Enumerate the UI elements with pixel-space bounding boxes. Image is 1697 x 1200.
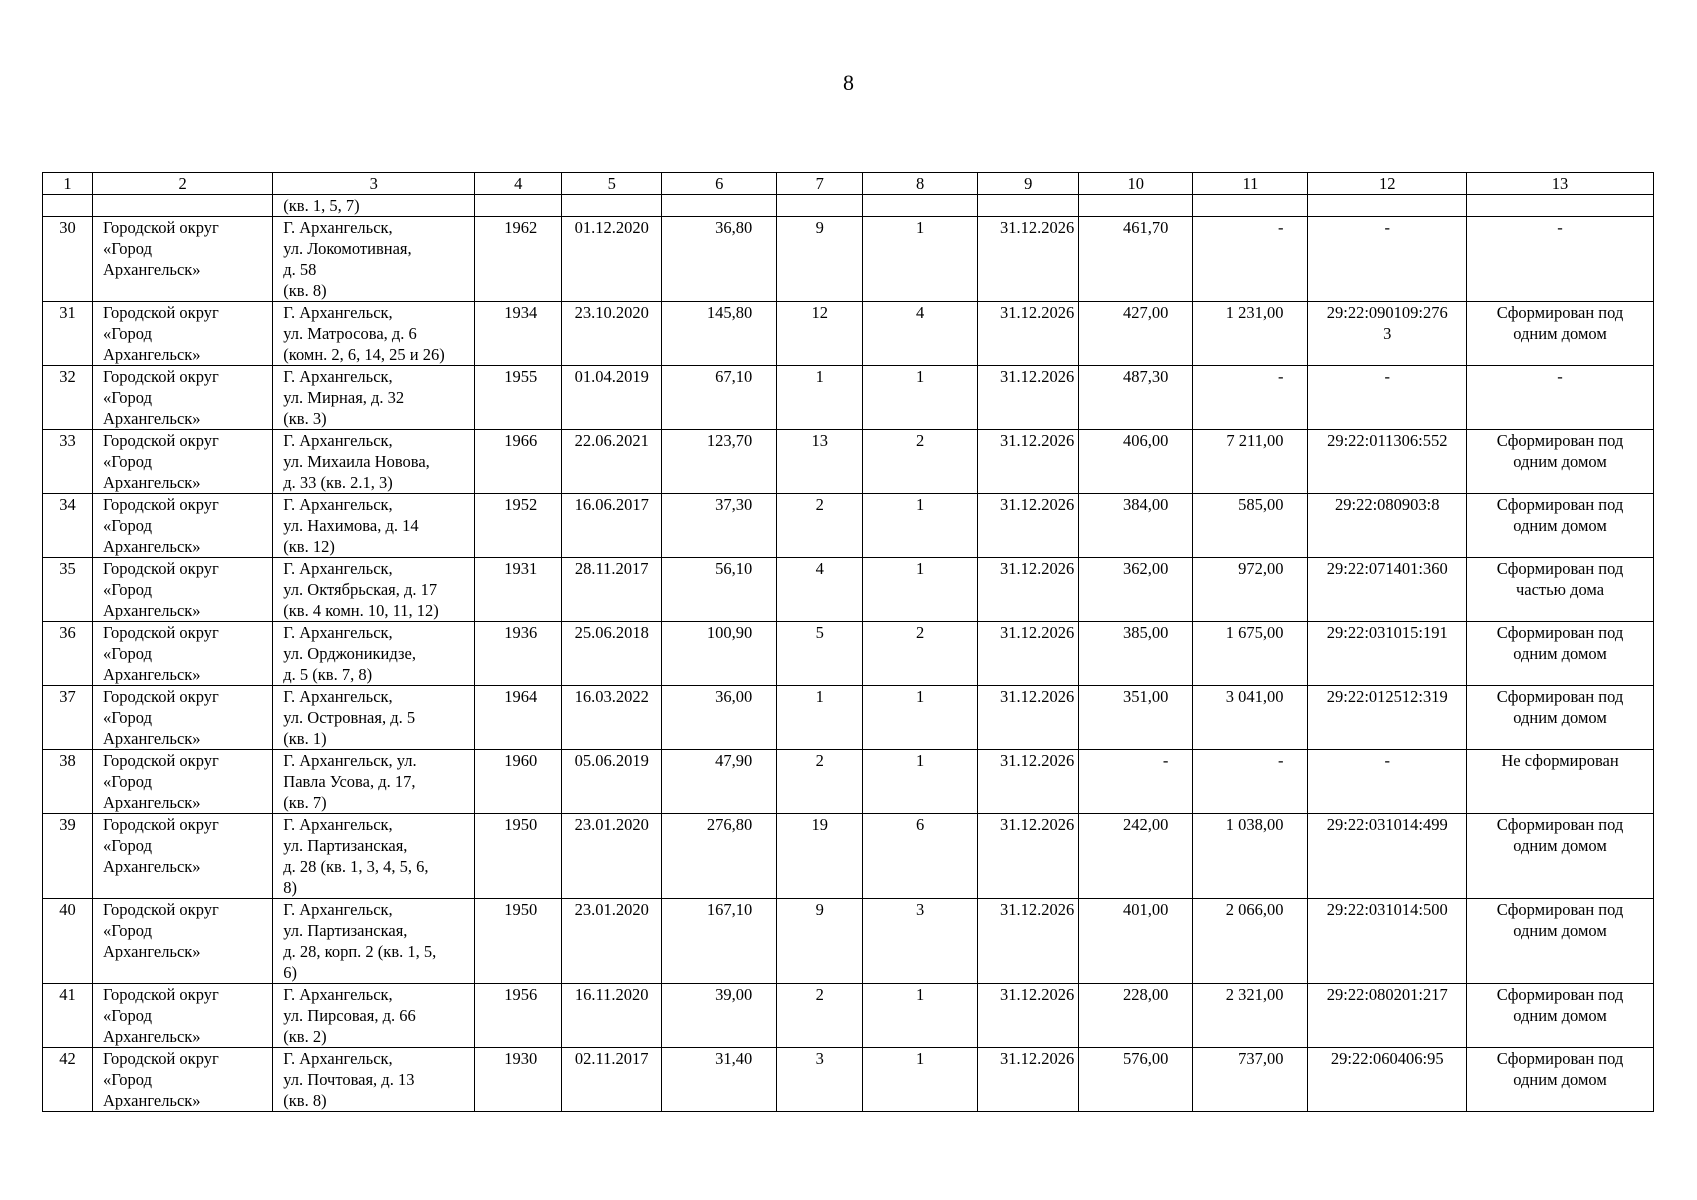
- table-cell-col-6: 145,80: [662, 302, 777, 366]
- table-cell-col-12: 29:22:031014:499: [1308, 814, 1467, 899]
- table-cell-col-1: 31: [43, 302, 93, 366]
- table-cell-col-5: 23.01.2020: [562, 899, 662, 984]
- table-cell-col-2: Городской округ «Город Архангельск»: [92, 899, 272, 984]
- table-cell-col-4: 1956: [475, 984, 562, 1048]
- table-row: [43, 686, 1654, 750]
- column-number-4: 4: [475, 173, 562, 195]
- table-cell-col-7: 2: [777, 750, 863, 814]
- column-number-7: 7: [777, 173, 863, 195]
- table-cell-col-6: 67,10: [662, 366, 777, 430]
- table-cell-col-13: Сформирован под одним домом: [1467, 814, 1654, 899]
- table-cell-col-10: 351,00: [1079, 686, 1193, 750]
- table-cell-col-9: 31.12.2026: [978, 494, 1079, 558]
- table-cell-col-11: 737,00: [1193, 1048, 1308, 1112]
- table-cell-col-1: 34: [43, 494, 93, 558]
- table-cell-col-9: 31.12.2026: [978, 686, 1079, 750]
- table-cell-col-12: -: [1308, 750, 1467, 814]
- column-number-8: 8: [863, 173, 978, 195]
- table-cell-col-5: 25.06.2018: [562, 622, 662, 686]
- table-cell-col-9: 31.12.2026: [978, 217, 1079, 302]
- table-cell-col-2: Городской округ «Город Архангельск»: [92, 750, 272, 814]
- table-cell-col-7: 2: [777, 984, 863, 1048]
- table-cell-col-13: Сформирован под одним домом: [1467, 899, 1654, 984]
- column-number-2: 2: [92, 173, 272, 195]
- table-cell-col-4: [475, 195, 562, 217]
- table-cell-col-10: 362,00: [1079, 558, 1193, 622]
- column-number-10: 10: [1079, 173, 1193, 195]
- table-cell-col-11: 7 211,00: [1193, 430, 1308, 494]
- table-cell-col-4: 1960: [475, 750, 562, 814]
- column-number-12: 12: [1308, 173, 1467, 195]
- table-cell-col-3: Г. Архангельск, ул. Матросова, д. 6 (комн. 2, 6, 14, 25 и 26): [273, 302, 475, 366]
- table-cell-col-4: 1952: [475, 494, 562, 558]
- register-table: [42, 172, 1654, 1112]
- table-cell-col-11: [1193, 195, 1308, 217]
- column-number-5: 5: [562, 173, 662, 195]
- table-cell-col-1: 35: [43, 558, 93, 622]
- table-cell-col-12: [1308, 195, 1467, 217]
- table-cell-col-12: 29:22:060406:95: [1308, 1048, 1467, 1112]
- table-cell-col-7: 1: [777, 686, 863, 750]
- table-cell-col-2: Городской округ «Город Архангельск»: [92, 430, 272, 494]
- table-cell-col-3: Г. Архангельск, ул. Локомотивная, д. 58 (кв. 8): [273, 217, 475, 302]
- table-cell-col-9: 31.12.2026: [978, 1048, 1079, 1112]
- table-cell-col-5: 23.10.2020: [562, 302, 662, 366]
- column-number-6: 6: [662, 173, 777, 195]
- table-cell-col-4: 1966: [475, 430, 562, 494]
- table-cell-col-6: 276,80: [662, 814, 777, 899]
- table-cell-col-3: (кв. 1, 5, 7): [273, 195, 475, 217]
- table-cell-col-4: 1934: [475, 302, 562, 366]
- table-cell-col-7: 1: [777, 366, 863, 430]
- column-number-1: 1: [43, 173, 93, 195]
- table-cell-col-3: Г. Архангельск, ул. Островная, д. 5 (кв. 1): [273, 686, 475, 750]
- table-cell-col-8: [863, 195, 978, 217]
- column-number-13: 13: [1467, 173, 1654, 195]
- table-cell-col-11: -: [1193, 217, 1308, 302]
- table-cell-col-3: Г. Архангельск, ул. Мирная, д. 32 (кв. 3): [273, 366, 475, 430]
- table-cell-col-6: 56,10: [662, 558, 777, 622]
- table-cell-col-13: Сформирован под одним домом: [1467, 430, 1654, 494]
- table-cell-col-12: 29:22:012512:319: [1308, 686, 1467, 750]
- table-cell-col-9: 31.12.2026: [978, 430, 1079, 494]
- table-cell-col-8: 3: [863, 899, 978, 984]
- table-cell-col-13: [1467, 195, 1654, 217]
- table-cell-col-11: -: [1193, 366, 1308, 430]
- table-cell-col-9: 31.12.2026: [978, 899, 1079, 984]
- table-cell-col-11: 3 041,00: [1193, 686, 1308, 750]
- table-cell-col-10: 576,00: [1079, 1048, 1193, 1112]
- table-cell-col-10: 228,00: [1079, 984, 1193, 1048]
- table-cell-col-8: 4: [863, 302, 978, 366]
- table-cell-col-8: 1: [863, 750, 978, 814]
- table-cell-col-8: 1: [863, 217, 978, 302]
- table-row: [43, 622, 1654, 686]
- table-cell-col-3: Г. Архангельск, ул. Михаила Новова, д. 33 (кв. 2.1, 3): [273, 430, 475, 494]
- table-cell-col-4: 1955: [475, 366, 562, 430]
- table-cell-col-1: 38: [43, 750, 93, 814]
- table-cell-col-1: 32: [43, 366, 93, 430]
- table-cell-col-6: 36,00: [662, 686, 777, 750]
- table-cell-col-2: Городской округ «Город Архангельск»: [92, 984, 272, 1048]
- table-cell-col-13: Сформирован под одним домом: [1467, 302, 1654, 366]
- table-cell-col-7: 9: [777, 217, 863, 302]
- table-cell-col-6: 39,00: [662, 984, 777, 1048]
- table-cell-col-8: 1: [863, 1048, 978, 1112]
- table-cell-col-2: Городской округ «Город Архангельск»: [92, 494, 272, 558]
- table-row: [43, 217, 1654, 302]
- table-cell-col-3: Г. Архангельск, ул. Октябрьская, д. 17 (кв. 4 комн. 10, 11, 12): [273, 558, 475, 622]
- table-cell-col-12: -: [1308, 366, 1467, 430]
- table-cell-col-9: [978, 195, 1079, 217]
- table-row: [43, 558, 1654, 622]
- table-cell-col-7: 13: [777, 430, 863, 494]
- table-cell-col-10: 242,00: [1079, 814, 1193, 899]
- table-cell-col-7: 3: [777, 1048, 863, 1112]
- table-cell-col-2: Городской округ «Город Архангельск»: [92, 558, 272, 622]
- table-cell-col-5: 01.12.2020: [562, 217, 662, 302]
- table-cell-col-8: 1: [863, 558, 978, 622]
- column-number-11: 11: [1193, 173, 1308, 195]
- table-cell-col-10: 406,00: [1079, 430, 1193, 494]
- table-cell-col-12: -: [1308, 217, 1467, 302]
- table-cell-col-1: 33: [43, 430, 93, 494]
- table-cell-col-2: Городской округ «Город Архангельск»: [92, 1048, 272, 1112]
- table-cell-col-2: Городской округ «Город Архангельск»: [92, 217, 272, 302]
- table-row: [43, 984, 1654, 1048]
- table-cell-col-11: -: [1193, 750, 1308, 814]
- table-cell-col-9: 31.12.2026: [978, 622, 1079, 686]
- table-cell-col-6: 123,70: [662, 430, 777, 494]
- table-cell-col-5: 16.06.2017: [562, 494, 662, 558]
- table-row: [43, 814, 1654, 899]
- table-cell-col-3: Г. Архангельск, ул. Нахимова, д. 14 (кв. 12): [273, 494, 475, 558]
- table-row: [43, 494, 1654, 558]
- table-cell-col-1: 36: [43, 622, 93, 686]
- table-cell-col-9: 31.12.2026: [978, 984, 1079, 1048]
- page-number: 8: [843, 70, 854, 95]
- column-number-9: 9: [978, 173, 1079, 195]
- table-row: [43, 750, 1654, 814]
- table-cell-col-6: 47,90: [662, 750, 777, 814]
- table-cell-col-9: 31.12.2026: [978, 750, 1079, 814]
- table-cell-col-6: 31,40: [662, 1048, 777, 1112]
- table-cell-col-9: 31.12.2026: [978, 366, 1079, 430]
- table-cell-col-8: 2: [863, 622, 978, 686]
- table-cell-col-10: -: [1079, 750, 1193, 814]
- table-cell-col-11: 1 231,00: [1193, 302, 1308, 366]
- table-cell-col-13: Сформирован под одним домом: [1467, 622, 1654, 686]
- table-cell-col-11: 1 038,00: [1193, 814, 1308, 899]
- table-cell-col-1: 42: [43, 1048, 93, 1112]
- table-cell-col-2: Городской округ «Город Архангельск»: [92, 814, 272, 899]
- table-cell-col-8: 1: [863, 366, 978, 430]
- table-cell-col-6: 167,10: [662, 899, 777, 984]
- table-cell-col-2: Городской округ «Город Архангельск»: [92, 686, 272, 750]
- table-cell-col-5: 28.11.2017: [562, 558, 662, 622]
- table-cell-col-1: 30: [43, 217, 93, 302]
- table-cell-col-4: 1931: [475, 558, 562, 622]
- table-cell-col-11: 1 675,00: [1193, 622, 1308, 686]
- table-cell-col-8: 2: [863, 430, 978, 494]
- table-cell-col-11: 2 066,00: [1193, 899, 1308, 984]
- table-cell-col-5: [562, 195, 662, 217]
- table-cell-col-5: 16.11.2020: [562, 984, 662, 1048]
- table-cell-col-10: 461,70: [1079, 217, 1193, 302]
- table-cell-col-5: 05.06.2019: [562, 750, 662, 814]
- table-cell-col-5: 16.03.2022: [562, 686, 662, 750]
- table-cell-col-11: 585,00: [1193, 494, 1308, 558]
- table-cell-col-12: 29:22:031015:191: [1308, 622, 1467, 686]
- table-cell-col-13: -: [1467, 366, 1654, 430]
- table-cell-col-12: 29:22:080903:8: [1308, 494, 1467, 558]
- table-cell-col-13: Не сформирован: [1467, 750, 1654, 814]
- table-row: [43, 1048, 1654, 1112]
- table-cell-col-3: Г. Архангельск, ул. Пирсовая, д. 66 (кв. 2): [273, 984, 475, 1048]
- table-cell-col-9: 31.12.2026: [978, 814, 1079, 899]
- table-cell-col-2: Городской округ «Город Архангельск»: [92, 302, 272, 366]
- table-cell-col-11: 972,00: [1193, 558, 1308, 622]
- table-cell-col-1: 40: [43, 899, 93, 984]
- table-cell-col-7: 5: [777, 622, 863, 686]
- table-cell-col-12: 29:22:011306:552: [1308, 430, 1467, 494]
- table-cell-col-12: 29:22:090109:276 3: [1308, 302, 1467, 366]
- table-cell-col-2: [92, 195, 272, 217]
- table-row: [43, 366, 1654, 430]
- table-cell-col-12: 29:22:071401:360: [1308, 558, 1467, 622]
- table-cell-col-7: [777, 195, 863, 217]
- table-cell-col-6: 100,90: [662, 622, 777, 686]
- table-cell-col-10: 384,00: [1079, 494, 1193, 558]
- table-cell-col-5: 02.11.2017: [562, 1048, 662, 1112]
- table-cell-col-3: Г. Архангельск, ул. Павла Усова, д. 17, (кв. 7): [273, 750, 475, 814]
- table-cell-col-6: 36,80: [662, 217, 777, 302]
- table-cell-col-9: 31.12.2026: [978, 558, 1079, 622]
- table-cell-col-3: Г. Архангельск, ул. Орджоникидзе, д. 5 (кв. 7, 8): [273, 622, 475, 686]
- column-number-3: 3: [273, 173, 475, 195]
- table-row: [43, 195, 1654, 217]
- table-cell-col-11: 2 321,00: [1193, 984, 1308, 1048]
- table-row: [43, 899, 1654, 984]
- table-cell-col-10: [1079, 195, 1193, 217]
- table-cell-col-12: 29:22:080201:217: [1308, 984, 1467, 1048]
- table-cell-col-8: 6: [863, 814, 978, 899]
- table-cell-col-2: Городской округ «Город Архангельск»: [92, 366, 272, 430]
- table-cell-col-8: 1: [863, 984, 978, 1048]
- table-cell-col-7: 4: [777, 558, 863, 622]
- table-cell-col-13: Сформирован под частью дома: [1467, 558, 1654, 622]
- table-cell-col-5: 01.04.2019: [562, 366, 662, 430]
- table-cell-col-1: 37: [43, 686, 93, 750]
- table-cell-col-13: Сформирован под одним домом: [1467, 1048, 1654, 1112]
- table-cell-col-9: 31.12.2026: [978, 302, 1079, 366]
- table-cell-col-13: -: [1467, 217, 1654, 302]
- table-cell-col-3: Г. Архангельск, ул. Партизанская, д. 28 (кв. 1, 3, 4, 5, 6, 8): [273, 814, 475, 899]
- table-cell-col-7: 9: [777, 899, 863, 984]
- table-cell-col-13: Сформирован под одним домом: [1467, 686, 1654, 750]
- table-row: [43, 430, 1654, 494]
- table-cell-col-10: 427,00: [1079, 302, 1193, 366]
- table-cell-col-8: 1: [863, 686, 978, 750]
- table-cell-col-7: 2: [777, 494, 863, 558]
- table-cell-col-4: 1950: [475, 814, 562, 899]
- table-cell-col-7: 19: [777, 814, 863, 899]
- table-cell-col-4: 1936: [475, 622, 562, 686]
- table-cell-col-13: Сформирован под одним домом: [1467, 494, 1654, 558]
- table-header-row: [43, 173, 1654, 195]
- table-cell-col-7: 12: [777, 302, 863, 366]
- table-cell-col-4: 1964: [475, 686, 562, 750]
- table-cell-col-10: 401,00: [1079, 899, 1193, 984]
- table-row: [43, 302, 1654, 366]
- table-cell-col-4: 1962: [475, 217, 562, 302]
- table-cell-col-3: Г. Архангельск, ул. Почтовая, д. 13 (кв. 8): [273, 1048, 475, 1112]
- table-cell-col-3: Г. Архангельск, ул. Партизанская, д. 28, корп. 2 (кв. 1, 5, 6): [273, 899, 475, 984]
- table-cell-col-12: 29:22:031014:500: [1308, 899, 1467, 984]
- table-cell-col-5: 23.01.2020: [562, 814, 662, 899]
- table-cell-col-5: 22.06.2021: [562, 430, 662, 494]
- table-cell-col-6: 37,30: [662, 494, 777, 558]
- table-cell-col-6: [662, 195, 777, 217]
- table-cell-col-1: [43, 195, 93, 217]
- table-cell-col-10: 487,30: [1079, 366, 1193, 430]
- table-cell-col-10: 385,00: [1079, 622, 1193, 686]
- table-cell-col-4: 1930: [475, 1048, 562, 1112]
- table-cell-col-1: 41: [43, 984, 93, 1048]
- table-cell-col-4: 1950: [475, 899, 562, 984]
- table-cell-col-8: 1: [863, 494, 978, 558]
- table-cell-col-13: Сформирован под одним домом: [1467, 984, 1654, 1048]
- table-cell-col-1: 39: [43, 814, 93, 899]
- table-cell-col-2: Городской округ «Город Архангельск»: [92, 622, 272, 686]
